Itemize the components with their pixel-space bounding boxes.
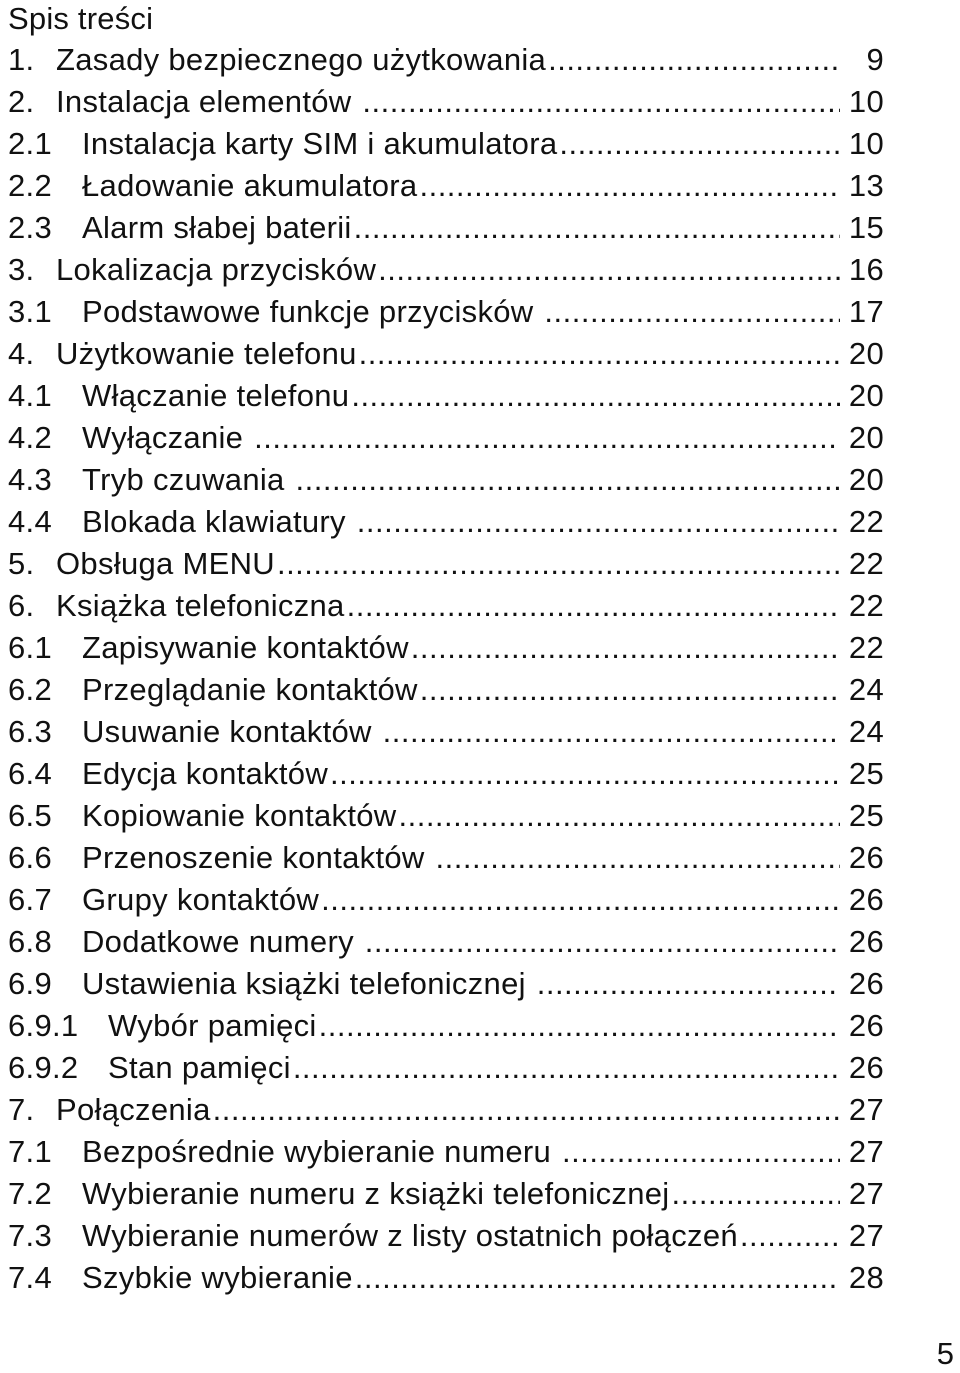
toc-entry-number: 2.1 <box>8 126 52 161</box>
toc-entry[interactable] <box>8 417 884 459</box>
toc-entry-page: 26 <box>848 1050 884 1085</box>
dot-leader <box>398 795 840 837</box>
dot-leader <box>672 1173 841 1215</box>
toc-entry-page: 15 <box>848 210 884 245</box>
toc-entry-label: Wybieranie numeru z książki telefonicznej <box>82 1176 670 1211</box>
toc-entry[interactable] <box>8 921 884 963</box>
toc-entry-label: Instalacja karty SIM i akumulatora <box>82 126 558 161</box>
toc-entry[interactable] <box>8 375 884 417</box>
toc-entry-page: 10 <box>848 84 884 119</box>
toc-entry-label: Tryb czuwania <box>82 462 294 497</box>
dot-leader <box>436 837 840 879</box>
toc-entry[interactable] <box>8 1131 884 1173</box>
toc-entry-number: 2.3 <box>8 210 52 245</box>
toc-entry-page: 17 <box>848 294 884 329</box>
toc-entry-label: Blokada klawiatury <box>82 504 355 539</box>
toc-entry-page: 22 <box>848 630 884 665</box>
toc-entry[interactable] <box>8 543 884 585</box>
toc-entry-label: Zasady bezpiecznego użytkowania <box>56 42 547 77</box>
toc-entry-label: Usuwanie kontaktów <box>82 714 381 749</box>
toc-entry-number: 4.4 <box>8 504 52 539</box>
page-number: 5 <box>936 1336 954 1371</box>
toc-entry-page: 27 <box>848 1218 884 1253</box>
toc-entry-number: 7.4 <box>8 1260 52 1295</box>
dot-leader <box>562 1131 840 1173</box>
toc-entry-number: 6.8 <box>8 924 52 959</box>
toc-entry-page: 9 <box>866 42 884 77</box>
toc-entry-label: Kopiowanie kontaktów <box>82 798 397 833</box>
dot-leader <box>213 1089 840 1131</box>
toc-entry-number: 4.2 <box>8 420 52 455</box>
toc-entry-number: 6.6 <box>8 840 52 875</box>
toc-entry-number: 2. <box>8 84 35 119</box>
toc-entry[interactable] <box>8 1005 884 1047</box>
toc-entry[interactable] <box>8 501 884 543</box>
toc-entry-number: 6.4 <box>8 756 52 791</box>
toc-entry-label: Włączanie telefonu <box>82 378 350 413</box>
toc-entry-page: 24 <box>848 672 884 707</box>
dot-leader <box>296 459 840 501</box>
toc-entry[interactable] <box>8 669 884 711</box>
toc-entry-page: 27 <box>848 1092 884 1127</box>
dot-leader <box>362 81 840 123</box>
toc-entry-page: 25 <box>848 756 884 791</box>
toc-entry-number: 7. <box>8 1092 35 1127</box>
toc-entry[interactable] <box>8 627 884 669</box>
dot-leader <box>544 291 840 333</box>
toc-entry-label: Zapisywanie kontaktów <box>82 630 409 665</box>
toc-entry-label: Ładowanie akumulatora <box>82 168 418 203</box>
toc-entry-page: 20 <box>848 420 884 455</box>
toc-entry[interactable] <box>8 1215 884 1257</box>
dot-leader <box>321 879 840 921</box>
toc-entry[interactable] <box>8 837 884 879</box>
toc-entry-number: 1. <box>8 42 35 77</box>
toc-entry-number: 2.2 <box>8 168 52 203</box>
toc-entry[interactable] <box>8 81 884 123</box>
dot-leader <box>378 249 840 291</box>
toc-entry-page: 16 <box>848 252 884 287</box>
toc-entry-label: Alarm słabej baterii <box>82 210 352 245</box>
toc-entry-label: Podstawowe funkcje przycisków <box>82 294 543 329</box>
toc-entry-page: 22 <box>848 504 884 539</box>
dot-leader <box>351 375 840 417</box>
toc-entry-number: 6.5 <box>8 798 52 833</box>
toc-entry[interactable] <box>8 1047 884 1089</box>
toc-entry-label: Wybór pamięci <box>108 1008 317 1043</box>
dot-leader <box>354 207 840 249</box>
toc-entry-number: 6.7 <box>8 882 52 917</box>
toc-entry-number: 7.3 <box>8 1218 52 1253</box>
toc-entry-label: Dodatkowe numery <box>82 924 363 959</box>
toc-entry[interactable] <box>8 459 884 501</box>
toc-entry-number: 4. <box>8 336 35 371</box>
dot-leader <box>277 543 840 585</box>
dot-leader <box>420 669 840 711</box>
toc-entry-label: Edycja kontaktów <box>82 756 329 791</box>
table-of-contents <box>8 39 884 1299</box>
dot-leader <box>411 627 840 669</box>
dot-leader <box>537 963 840 1005</box>
toc-entry[interactable] <box>8 1173 884 1215</box>
toc-entry[interactable] <box>8 249 884 291</box>
toc-entry-page: 13 <box>848 168 884 203</box>
toc-entry-label: Instalacja elementów <box>56 84 361 119</box>
toc-entry-page: 26 <box>848 966 884 1001</box>
toc-entry-label: Przeglądanie kontaktów <box>82 672 418 707</box>
toc-entry-page: 26 <box>848 924 884 959</box>
toc-entry-number: 6.9.2 <box>8 1050 79 1085</box>
toc-entry-label: Grupy kontaktów <box>82 882 320 917</box>
toc-entry-page: 20 <box>848 336 884 371</box>
toc-entry-label: Szybkie wybieranie <box>82 1260 353 1295</box>
toc-entry[interactable] <box>8 1257 884 1299</box>
dot-leader <box>365 921 840 963</box>
toc-entry-page: 22 <box>848 546 884 581</box>
toc-entry-label: Lokalizacja przycisków <box>56 252 377 287</box>
toc-entry[interactable] <box>8 711 884 753</box>
toc-entry-page: 28 <box>848 1260 884 1295</box>
toc-entry-number: 7.2 <box>8 1176 52 1211</box>
toc-entry-page: 22 <box>848 588 884 623</box>
toc-entry[interactable] <box>8 753 884 795</box>
toc-entry-page: 26 <box>848 840 884 875</box>
dot-leader <box>359 333 840 375</box>
toc-entry-page: 27 <box>848 1134 884 1169</box>
toc-entry-label: Użytkowanie telefonu <box>56 336 357 371</box>
dot-leader <box>355 1257 840 1299</box>
toc-entry[interactable] <box>8 207 884 249</box>
toc-entry-page: 20 <box>848 378 884 413</box>
dot-leader <box>254 417 840 459</box>
toc-entry[interactable] <box>8 585 884 627</box>
toc-entry-number: 7.1 <box>8 1134 52 1169</box>
dot-leader <box>357 501 840 543</box>
toc-entry-label: Obsługa MENU <box>56 546 275 581</box>
toc-entry-number: 6.1 <box>8 630 52 665</box>
toc-entry-page: 27 <box>848 1176 884 1211</box>
toc-entry-label: Ustawienia książki telefonicznej <box>82 966 535 1001</box>
toc-entry-number: 6. <box>8 588 35 623</box>
toc-entry-label: Stan pamięci <box>108 1050 291 1085</box>
toc-entry[interactable] <box>8 123 884 165</box>
toc-entry[interactable] <box>8 291 884 333</box>
toc-entry-number: 5. <box>8 546 35 581</box>
toc-entry-page: 26 <box>848 882 884 917</box>
toc-entry-number: 6.9 <box>8 966 52 1001</box>
toc-entry[interactable] <box>8 1089 884 1131</box>
toc-entry[interactable] <box>8 333 884 375</box>
toc-entry-page: 20 <box>848 462 884 497</box>
toc-entry-label: Połączenia <box>56 1092 211 1127</box>
page-title: Spis treści <box>8 1 154 36</box>
toc-entry-label: Bezpośrednie wybieranie numeru <box>82 1134 561 1169</box>
dot-leader <box>740 1215 840 1257</box>
toc-entry-page: 24 <box>848 714 884 749</box>
toc-entry-label: Przenoszenie kontaktów <box>82 840 434 875</box>
toc-entry-page: 10 <box>848 126 884 161</box>
toc-entry[interactable] <box>8 795 884 837</box>
toc-entry-label: Wybieranie numerów z listy ostatnich połączeń <box>82 1218 738 1253</box>
toc-entry[interactable] <box>8 879 884 921</box>
toc-entry-number: 4.3 <box>8 462 52 497</box>
toc-entry-page: 26 <box>848 1008 884 1043</box>
dot-leader <box>319 1005 840 1047</box>
toc-entry-number: 3.1 <box>8 294 52 329</box>
toc-entry-number: 6.2 <box>8 672 52 707</box>
toc-entry-number: 4.1 <box>8 378 52 413</box>
toc-entry[interactable] <box>8 165 884 207</box>
toc-entry-number: 3. <box>8 252 35 287</box>
toc-entry[interactable] <box>8 39 884 81</box>
toc-entry[interactable] <box>8 963 884 1005</box>
dot-leader <box>293 1047 840 1089</box>
dot-leader <box>548 39 840 81</box>
toc-entry-number: 6.3 <box>8 714 52 749</box>
dot-leader <box>419 165 840 207</box>
toc-entry-label: Wyłączanie <box>82 420 253 455</box>
toc-entry-number: 6.9.1 <box>8 1008 79 1043</box>
dot-leader <box>559 123 840 165</box>
dot-leader <box>383 711 840 753</box>
dot-leader <box>347 585 840 627</box>
toc-entry-page: 25 <box>848 798 884 833</box>
dot-leader <box>330 753 840 795</box>
toc-entry-label: Książka telefoniczna <box>56 588 345 623</box>
